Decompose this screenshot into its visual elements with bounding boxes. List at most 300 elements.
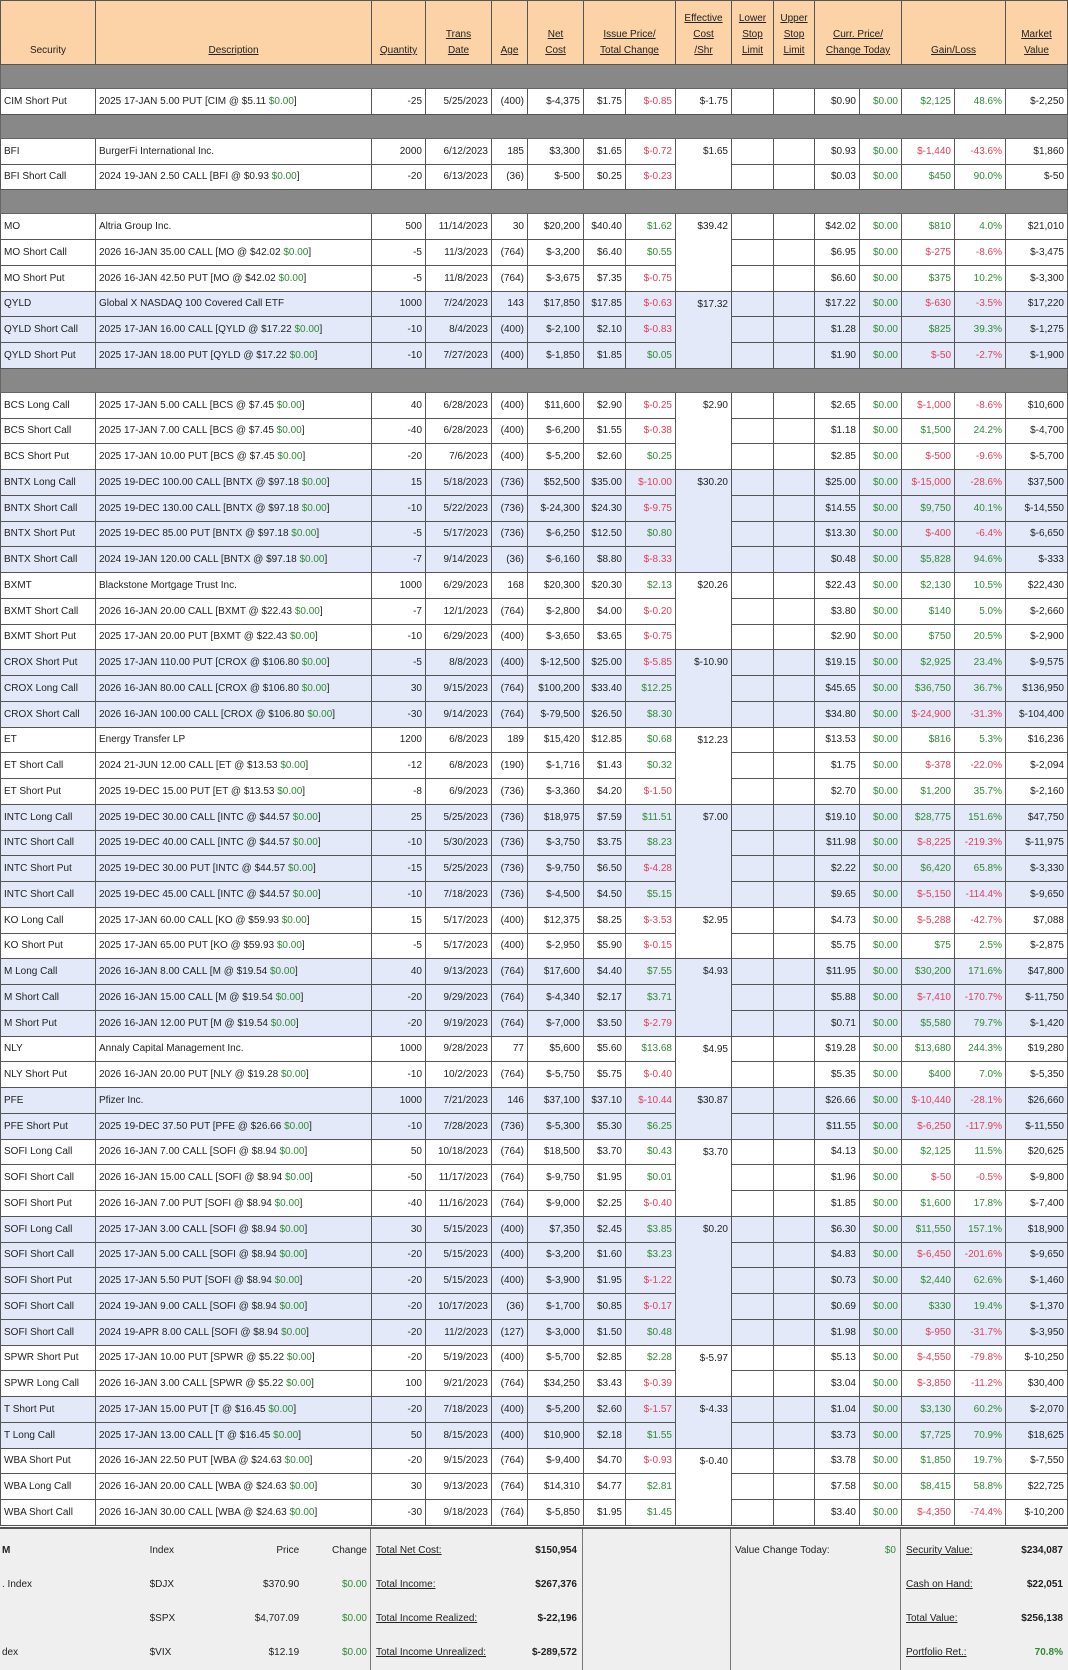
table-row[interactable]: [1, 291, 1068, 317]
table-row[interactable]: [1, 418, 1068, 444]
table-row[interactable]: [1, 1268, 1068, 1294]
table-row[interactable]: [1, 138, 1068, 164]
header-label: /Shr: [694, 45, 713, 56]
cell-lower-stop-limit[interactable]: [732, 830, 774, 856]
header-label: Lower: [738, 13, 767, 24]
description-close: ]: [295, 966, 298, 978]
table-row[interactable]: [1, 89, 1068, 115]
cell-lower-stop-limit[interactable]: [732, 392, 774, 418]
cell-lower-stop-limit[interactable]: [732, 598, 774, 624]
cell-trans-date: -5: [372, 265, 426, 291]
description-text: 2025 17-JAN 5.00 PUT [CIM @ $5.11: [99, 95, 267, 107]
cell-net-cost: (764): [492, 1474, 528, 1500]
cell-gain-loss: $0.00: [860, 1242, 902, 1268]
cell-upper-stop-limit[interactable]: [774, 418, 815, 444]
cell-curr-price: $-0.75: [626, 265, 676, 291]
cell-issue-price: $17,850: [528, 291, 584, 317]
cell-market-value: -31.3%: [955, 701, 1006, 727]
column-header-issue-price-total-change[interactable]: [584, 1, 676, 65]
cell-upper-stop-limit[interactable]: [774, 624, 815, 650]
table-row[interactable]: [1, 1422, 1068, 1448]
summary-label[interactable]: Security Value:: [906, 1544, 973, 1556]
table-row[interactable]: [1, 1191, 1068, 1217]
cell-upper-stop-limit[interactable]: [774, 1397, 815, 1423]
cell-lower-stop-limit[interactable]: [732, 1422, 774, 1448]
cell-lower-stop-limit[interactable]: [732, 317, 774, 343]
table-row[interactable]: [1, 1139, 1068, 1165]
summary-label[interactable]: Cash on Hand:: [906, 1578, 973, 1590]
table-row[interactable]: [1, 214, 1068, 240]
total-label[interactable]: Total Income Unrealized:: [376, 1646, 487, 1658]
description-text: 2026 16-JAN 35.00 CALL [MO @ $42.02: [99, 246, 281, 258]
table-row[interactable]: [1, 1345, 1068, 1371]
cell-trans-date: -20: [372, 1345, 426, 1371]
cell-gain-loss-pct: $2,130: [902, 573, 955, 599]
cell-upper-stop-limit[interactable]: [774, 830, 815, 856]
cell-lower-stop-limit[interactable]: [732, 1242, 774, 1268]
cell-market-value: 20.5%: [955, 624, 1006, 650]
cell-upper-stop-limit[interactable]: [774, 240, 815, 266]
cell-change-today: $22.43: [815, 573, 860, 599]
table-row[interactable]: [1, 701, 1068, 727]
cell-lower-stop-limit[interactable]: [732, 89, 774, 115]
cell-upper-stop-limit[interactable]: [774, 1242, 815, 1268]
cell-curr-price: $-0.40: [626, 1191, 676, 1217]
cell-upper-stop-limit[interactable]: [774, 291, 815, 317]
description-close: ]: [304, 1223, 308, 1235]
cell-net-cost: (400): [492, 624, 528, 650]
table-row[interactable]: [1, 1216, 1068, 1242]
table-row[interactable]: [1, 882, 1068, 908]
cell-description: [96, 573, 372, 599]
table-row[interactable]: [1, 907, 1068, 933]
cell-trans-date: -40: [372, 418, 426, 444]
cell-upper-stop-limit[interactable]: [774, 1422, 815, 1448]
description-text: 2025 17-JAN 10.00 PUT [BCS @ $7.45: [99, 451, 275, 463]
table-row[interactable]: [1, 1294, 1068, 1320]
cell-gain-loss-pct: $-10,440: [902, 1088, 955, 1114]
cell-total-change: $2.90: [584, 392, 626, 418]
cell-lower-stop-limit[interactable]: [732, 265, 774, 291]
cell-upper-stop-limit[interactable]: [774, 1345, 815, 1371]
table-row[interactable]: [1, 1371, 1068, 1397]
cell-change-today: $2.70: [815, 779, 860, 805]
cell-upper-stop-limit[interactable]: [774, 1036, 815, 1062]
cell-upper-stop-limit[interactable]: [774, 214, 815, 240]
column-header-age[interactable]: [492, 1, 528, 65]
cell-upper-stop-limit[interactable]: [774, 1448, 815, 1474]
cell-lower-stop-limit[interactable]: [732, 959, 774, 985]
cell-curr-price: $-4.28: [626, 856, 676, 882]
cell-upper-stop-limit[interactable]: [774, 1268, 815, 1294]
cell-upper-stop-limit[interactable]: [774, 1062, 815, 1088]
cell-undefined: $-4,700: [1006, 418, 1068, 444]
table-row[interactable]: [1, 470, 1068, 496]
description-close: ]: [293, 95, 297, 107]
cell-trans-date: -7: [372, 598, 426, 624]
cell-lower-stop-limit[interactable]: [732, 1165, 774, 1191]
cell-lower-stop-limit[interactable]: [732, 1371, 774, 1397]
cell-upper-stop-limit[interactable]: [774, 265, 815, 291]
table-row[interactable]: [1, 959, 1068, 985]
cell-lower-stop-limit[interactable]: [732, 985, 774, 1011]
cell-lower-stop-limit[interactable]: [732, 727, 774, 753]
cell-upper-stop-limit[interactable]: [774, 753, 815, 779]
table-row[interactable]: [1, 1242, 1068, 1268]
cell-upper-stop-limit[interactable]: [774, 495, 815, 521]
cell-description: [96, 882, 372, 908]
table-row[interactable]: [1, 1319, 1068, 1345]
cell-gain-loss: $0.00: [860, 882, 902, 908]
cell-lower-stop-limit[interactable]: [732, 882, 774, 908]
cell-lower-stop-limit[interactable]: [732, 1268, 774, 1294]
underlying-change-today: $0.00: [289, 1506, 315, 1518]
table-row[interactable]: [1, 547, 1068, 573]
table-row[interactable]: [1, 1448, 1068, 1474]
table-row[interactable]: [1, 265, 1068, 291]
cell-lower-stop-limit[interactable]: [732, 779, 774, 805]
cell-lower-stop-limit[interactable]: [732, 804, 774, 830]
cell-change-today: $6.60: [815, 265, 860, 291]
cell-age: 11/2/2023: [426, 1319, 492, 1345]
table-row[interactable]: [1, 392, 1068, 418]
description-close: ]: [326, 502, 330, 514]
table-row[interactable]: [1, 1010, 1068, 1036]
cell-upper-stop-limit[interactable]: [774, 1191, 815, 1217]
underlying-change-today: $0.00: [287, 863, 313, 875]
total-label[interactable]: Total Income Realized:: [376, 1612, 478, 1624]
cell-description: [96, 856, 372, 882]
cell-effective-cost: $4.95: [676, 1036, 732, 1088]
cell-lower-stop-limit[interactable]: [732, 1474, 774, 1500]
cell-lower-stop-limit[interactable]: [732, 856, 774, 882]
cell-lower-stop-limit[interactable]: [732, 444, 774, 470]
description-text: 2026 16-JAN 20.00 PUT [NLY @ $19.28: [99, 1069, 279, 1081]
cell-upper-stop-limit[interactable]: [774, 1139, 815, 1165]
column-header-net-cost[interactable]: [528, 1, 584, 65]
cell-lower-stop-limit[interactable]: [732, 1191, 774, 1217]
total-label[interactable]: Total Net Cost:: [376, 1544, 442, 1556]
cell-lower-stop-limit[interactable]: [732, 1397, 774, 1423]
cell-upper-stop-limit[interactable]: [774, 392, 815, 418]
cell-description: [96, 1165, 372, 1191]
cell-age: 9/13/2023: [426, 959, 492, 985]
description-close: ]: [306, 914, 310, 926]
cell-upper-stop-limit[interactable]: [774, 1216, 815, 1242]
table-row[interactable]: [1, 624, 1068, 650]
cell-market-value: -201.6%: [955, 1242, 1006, 1268]
cell-curr-price: $0.80: [626, 521, 676, 547]
description-text: 2025 17-JAN 65.00 PUT [KO @ $59.93: [99, 940, 275, 952]
underlying-change-today: $0.00: [277, 785, 303, 797]
cell-upper-stop-limit[interactable]: [774, 650, 815, 676]
description-close: ]: [298, 1429, 301, 1441]
cell-age: 6/13/2023: [426, 164, 492, 190]
cell-change-today: $2.90: [815, 624, 860, 650]
column-header-security: [1, 1, 96, 65]
cell-trans-date: -12: [372, 753, 426, 779]
cell-lower-stop-limit[interactable]: [732, 291, 774, 317]
description-text: Pfizer Inc.: [99, 1094, 144, 1106]
cell-security: M Long Call: [1, 959, 96, 985]
table-row[interactable]: [1, 804, 1068, 830]
cell-lower-stop-limit[interactable]: [732, 1010, 774, 1036]
cell-undefined: $-5,700: [1006, 444, 1068, 470]
total-value: $267,376: [535, 1578, 577, 1590]
cell-lower-stop-limit[interactable]: [732, 1294, 774, 1320]
table-row[interactable]: [1, 343, 1068, 369]
cell-upper-stop-limit[interactable]: [774, 89, 815, 115]
cell-trans-date: -5: [372, 650, 426, 676]
cell-lower-stop-limit[interactable]: [732, 1345, 774, 1371]
cell-trans-date: 25: [372, 804, 426, 830]
index-price: $4,707.09: [254, 1612, 300, 1624]
cell-gain-loss: $0.00: [860, 547, 902, 573]
cell-lower-stop-limit[interactable]: [732, 418, 774, 444]
cell-upper-stop-limit[interactable]: [774, 521, 815, 547]
cell-lower-stop-limit[interactable]: [732, 624, 774, 650]
cell-lower-stop-limit[interactable]: [732, 343, 774, 369]
table-row[interactable]: [1, 1088, 1068, 1114]
cell-age: 9/15/2023: [426, 676, 492, 702]
table-row[interactable]: [1, 650, 1068, 676]
cell-lower-stop-limit[interactable]: [732, 1088, 774, 1114]
cell-upper-stop-limit[interactable]: [774, 804, 815, 830]
cell-upper-stop-limit[interactable]: [774, 164, 815, 190]
cell-curr-price: $-0.72: [626, 138, 676, 164]
cell-lower-stop-limit[interactable]: [732, 701, 774, 727]
cell-upper-stop-limit[interactable]: [774, 1088, 815, 1114]
table-row[interactable]: [1, 317, 1068, 343]
cell-undefined: $18,625: [1006, 1422, 1068, 1448]
cell-lower-stop-limit[interactable]: [732, 1500, 774, 1526]
header-row: [1, 1, 1068, 65]
cell-total-change: $1.65: [584, 138, 626, 164]
cell-lower-stop-limit[interactable]: [732, 138, 774, 164]
description-text: 2026 16-JAN 15.00 CALL [M @ $19.54: [99, 991, 273, 1003]
cell-lower-stop-limit[interactable]: [732, 1036, 774, 1062]
cell-lower-stop-limit[interactable]: [732, 495, 774, 521]
table-row[interactable]: [1, 1500, 1068, 1526]
cell-upper-stop-limit[interactable]: [774, 1010, 815, 1036]
cell-lower-stop-limit[interactable]: [732, 547, 774, 573]
index-symbol: $DJX: [149, 1578, 175, 1590]
header-label: Net: [547, 29, 564, 40]
cell-upper-stop-limit[interactable]: [774, 138, 815, 164]
cell-lower-stop-limit[interactable]: [732, 521, 774, 547]
table-row[interactable]: [1, 598, 1068, 624]
cell-market-value: 40.1%: [955, 495, 1006, 521]
cell-upper-stop-limit[interactable]: [774, 1165, 815, 1191]
cell-lower-stop-limit[interactable]: [732, 1139, 774, 1165]
cell-total-change: $33.40: [584, 676, 626, 702]
table-row[interactable]: [1, 830, 1068, 856]
table-row[interactable]: [1, 573, 1068, 599]
cell-lower-stop-limit[interactable]: [732, 1319, 774, 1345]
cell-upper-stop-limit[interactable]: [774, 444, 815, 470]
column-header-upper-stop-limit[interactable]: [774, 1, 815, 65]
cell-upper-stop-limit[interactable]: [774, 547, 815, 573]
table-row[interactable]: [1, 444, 1068, 470]
column-header-curr-price-change-today[interactable]: [815, 1, 902, 65]
header-label: Date: [447, 45, 470, 56]
column-header-market-value[interactable]: [1006, 1, 1068, 65]
description-close: ]: [305, 760, 309, 772]
cell-trans-date: -5: [372, 240, 426, 266]
cell-lower-stop-limit[interactable]: [732, 470, 774, 496]
index-row: [0, 1567, 370, 1601]
description-text: 2025 17-JAN 13.00 CALL [T @ $16.45: [99, 1429, 271, 1441]
cell-lower-stop-limit[interactable]: [732, 650, 774, 676]
cell-curr-price: $-0.40: [626, 1062, 676, 1088]
cell-change-today: $25.00: [815, 470, 860, 496]
cell-issue-price: $-6,160: [528, 547, 584, 573]
index-row: [0, 1533, 370, 1567]
cell-upper-stop-limit[interactable]: [774, 598, 815, 624]
table-row[interactable]: [1, 1062, 1068, 1088]
table-row[interactable]: [1, 1036, 1068, 1062]
cell-upper-stop-limit[interactable]: [774, 856, 815, 882]
cell-lower-stop-limit[interactable]: [732, 933, 774, 959]
cell-upper-stop-limit[interactable]: [774, 573, 815, 599]
table-row[interactable]: [1, 240, 1068, 266]
cell-lower-stop-limit[interactable]: [732, 1113, 774, 1139]
cell-description: [96, 1345, 372, 1371]
underlying-change-today: $0.00: [279, 1300, 305, 1312]
cell-curr-price: $-0.63: [626, 291, 676, 317]
table-row[interactable]: [1, 753, 1068, 779]
cell-upper-stop-limit[interactable]: [774, 985, 815, 1011]
cell-upper-stop-limit[interactable]: [774, 676, 815, 702]
cell-total-change: $1.50: [584, 1319, 626, 1345]
column-header-quantity[interactable]: [372, 1, 426, 65]
cell-undefined: $16,236: [1006, 727, 1068, 753]
cell-lower-stop-limit[interactable]: [732, 1448, 774, 1474]
table-row[interactable]: [1, 933, 1068, 959]
cell-age: 5/25/2023: [426, 804, 492, 830]
cell-upper-stop-limit[interactable]: [774, 317, 815, 343]
cell-description: [96, 1319, 372, 1345]
cell-upper-stop-limit[interactable]: [774, 1113, 815, 1139]
cell-upper-stop-limit[interactable]: [774, 882, 815, 908]
cell-lower-stop-limit[interactable]: [732, 753, 774, 779]
cell-trans-date: 1200: [372, 727, 426, 753]
cell-total-change: $1.95: [584, 1165, 626, 1191]
summary-label[interactable]: Portfolio Ret.:: [906, 1646, 967, 1658]
table-row[interactable]: [1, 1397, 1068, 1423]
separator-cell: [1, 65, 1068, 89]
table-row[interactable]: [1, 1113, 1068, 1139]
column-header-lower-stop-limit[interactable]: [732, 1, 774, 65]
cell-change-today: $3.78: [815, 1448, 860, 1474]
table-row[interactable]: [1, 856, 1068, 882]
cell-upper-stop-limit[interactable]: [774, 1294, 815, 1320]
cell-gain-loss: $0.00: [860, 1268, 902, 1294]
cell-description: [96, 1294, 372, 1320]
table-row[interactable]: [1, 1474, 1068, 1500]
cell-upper-stop-limit[interactable]: [774, 1500, 815, 1526]
cell-change-today: $5.13: [815, 1345, 860, 1371]
cell-lower-stop-limit[interactable]: [732, 240, 774, 266]
cell-issue-price: $-3,200: [528, 240, 584, 266]
total-label[interactable]: Total Income:: [376, 1578, 436, 1590]
cell-curr-price: $1.55: [626, 1422, 676, 1448]
cell-gain-loss: $0.00: [860, 1500, 902, 1526]
cell-lower-stop-limit[interactable]: [732, 164, 774, 190]
table-row[interactable]: [1, 1165, 1068, 1191]
table-row[interactable]: [1, 727, 1068, 753]
column-header-description[interactable]: [96, 1, 372, 65]
summary-label[interactable]: Total Value:: [906, 1612, 958, 1624]
cell-lower-stop-limit[interactable]: [732, 1062, 774, 1088]
cell-upper-stop-limit[interactable]: [774, 779, 815, 805]
cell-upper-stop-limit[interactable]: [774, 343, 815, 369]
cell-total-change: $4.50: [584, 882, 626, 908]
cell-description: [96, 1113, 372, 1139]
index-row: [0, 1635, 370, 1669]
cell-upper-stop-limit[interactable]: [774, 701, 815, 727]
description-text: 2025 19-DEC 15.00 PUT [ET @ $13.53: [99, 785, 275, 797]
column-header-gain-loss[interactable]: [902, 1, 1006, 65]
cell-upper-stop-limit[interactable]: [774, 727, 815, 753]
cell-age: 6/12/2023: [426, 138, 492, 164]
index-change: $0.00: [341, 1578, 367, 1590]
cell-trans-date: -8: [372, 779, 426, 805]
cell-total-change: $1.95: [584, 1268, 626, 1294]
cell-upper-stop-limit[interactable]: [774, 933, 815, 959]
cell-age: 11/16/2023: [426, 1191, 492, 1217]
cell-lower-stop-limit[interactable]: [732, 907, 774, 933]
cell-change-today: $1.90: [815, 343, 860, 369]
cell-upper-stop-limit[interactable]: [774, 907, 815, 933]
underlying-change-today: $0.00: [268, 1403, 294, 1415]
cell-gain-loss-pct: $-1,000: [902, 392, 955, 418]
cell-lower-stop-limit[interactable]: [732, 1216, 774, 1242]
cell-trans-date: -20: [372, 444, 426, 470]
header-label: Quantity: [379, 45, 418, 56]
cell-description: [96, 598, 372, 624]
cell-upper-stop-limit[interactable]: [774, 1474, 815, 1500]
cell-net-cost: (400): [492, 89, 528, 115]
cell-description: [96, 164, 372, 190]
cell-lower-stop-limit[interactable]: [732, 214, 774, 240]
cell-lower-stop-limit[interactable]: [732, 573, 774, 599]
cell-upper-stop-limit[interactable]: [774, 959, 815, 985]
table-row[interactable]: [1, 676, 1068, 702]
table-row[interactable]: [1, 985, 1068, 1011]
cell-total-change: $3.65: [584, 624, 626, 650]
table-row[interactable]: [1, 521, 1068, 547]
cell-gain-loss: $0.00: [860, 753, 902, 779]
cell-upper-stop-limit[interactable]: [774, 470, 815, 496]
cell-upper-stop-limit[interactable]: [774, 1319, 815, 1345]
cell-curr-price: $5.15: [626, 882, 676, 908]
table-row[interactable]: [1, 779, 1068, 805]
column-header-trans-date[interactable]: [426, 1, 492, 65]
cell-lower-stop-limit[interactable]: [732, 676, 774, 702]
table-row[interactable]: [1, 164, 1068, 190]
description-close: ]: [304, 1146, 308, 1158]
cell-upper-stop-limit[interactable]: [774, 1371, 815, 1397]
cell-change-today: $26.66: [815, 1088, 860, 1114]
cell-gain-loss: $0.00: [860, 470, 902, 496]
description-text: 2024 19-JAN 120.00 CALL [BNTX @ $97.18: [99, 554, 297, 566]
cell-description: [96, 1191, 372, 1217]
table-row[interactable]: [1, 495, 1068, 521]
cell-total-change: $17.85: [584, 291, 626, 317]
cell-total-change: $2.18: [584, 1422, 626, 1448]
column-header-effective-cost[interactable]: [676, 1, 732, 65]
